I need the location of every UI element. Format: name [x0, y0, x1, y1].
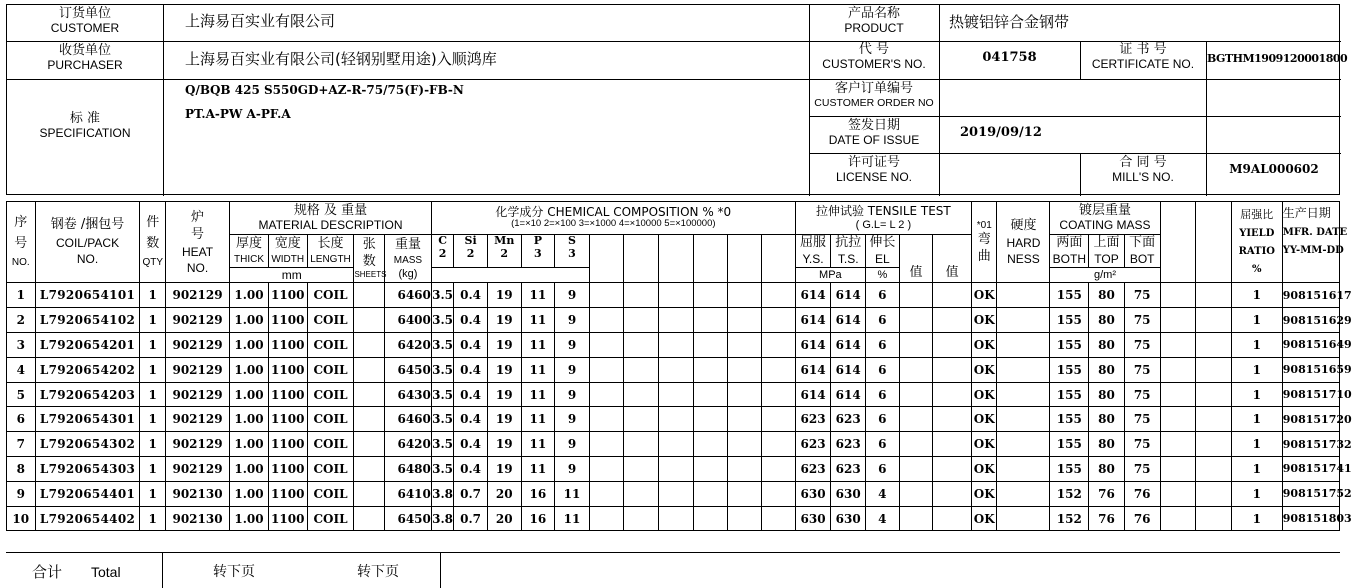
cell-thick: 1.00 — [230, 333, 269, 358]
cell-qty: 1 — [140, 382, 165, 407]
cell-ratio: 1 — [1231, 357, 1282, 382]
cell-c: 3.5 — [431, 333, 453, 358]
cell-ys: 614 — [795, 283, 831, 308]
cell-bot: 75 — [1124, 333, 1160, 358]
cell-qty: 1 — [140, 333, 165, 358]
cell-both: 155 — [1050, 357, 1089, 382]
cell-s: 9 — [555, 407, 590, 432]
cell-mass: 6400 — [385, 308, 432, 333]
cell-qty: 1 — [140, 283, 165, 308]
cell-width: 1100 — [268, 382, 307, 407]
cell-heat: 902129 — [165, 457, 229, 482]
col-coil: 钢卷 /捆包号 COIL/PACK NO. — [35, 202, 140, 283]
cell-mfr: 908151710 — [1282, 382, 1339, 407]
cell-mfr: 908151649 — [1282, 333, 1339, 358]
cell-s: 9 — [555, 382, 590, 407]
cell-s: 9 — [555, 457, 590, 482]
cell-el: 6 — [866, 407, 900, 432]
customer-order-label: 客户订单编号 CUSTOMER ORDER NO — [814, 81, 934, 109]
cell-c: 3.5 — [431, 382, 453, 407]
col-hardness: 硬度 HARD NESS — [997, 202, 1050, 283]
cell-heat: 902130 — [165, 506, 229, 531]
cell-heat: 902129 — [165, 357, 229, 382]
cell-p: 11 — [521, 382, 555, 407]
col-heat: 炉 号 HEAT NO. — [165, 202, 229, 283]
cell-length: COIL — [307, 382, 354, 407]
cell-mass: 6410 — [385, 481, 432, 506]
cell-no: 6 — [7, 407, 36, 432]
cell-mass: 6450 — [385, 357, 432, 382]
cell-top: 80 — [1089, 357, 1125, 382]
cell-qty: 1 — [140, 357, 165, 382]
cell-ratio: 1 — [1231, 481, 1282, 506]
cell-heat: 902129 — [165, 432, 229, 457]
cell-width: 1100 — [268, 481, 307, 506]
cell-coil: L7920654301 — [35, 407, 140, 432]
cell-coil: L7920654303 — [35, 457, 140, 482]
purchaser-label: 收货单位 PURCHASER — [47, 43, 123, 72]
cell-no: 1 — [7, 283, 36, 308]
cell-bend: OK — [972, 432, 997, 457]
cell-qty: 1 — [140, 407, 165, 432]
header-row-2: 厚度 THICK 宽度 WIDTH 长度 LENGTH 张 数 SHEETS 重量 MASS (kg) C 2 Si 2 Mn 2 P 3 S 3 屈服 Y.S. 抗拉 T.S. 伸长 EL 值 值 两面 BOTH 上面 TOP 下面 BOT — [7, 235, 1340, 268]
cell-mass: 6420 — [385, 333, 432, 358]
cell-si: 0.4 — [454, 432, 488, 457]
cell-ys: 630 — [795, 481, 831, 506]
cell-p: 11 — [521, 457, 555, 482]
cell-thick: 1.00 — [230, 357, 269, 382]
cell-ts: 623 — [831, 407, 866, 432]
cell-mass: 6480 — [385, 457, 432, 482]
cell-both: 155 — [1050, 333, 1089, 358]
cell-both: 155 — [1050, 432, 1089, 457]
cell-c: 3.5 — [431, 283, 453, 308]
customer-value: 上海易百实业有限公司 — [185, 12, 336, 30]
cell-thick: 1.00 — [230, 481, 269, 506]
cell-ys: 623 — [795, 407, 831, 432]
cell-s: 9 — [555, 357, 590, 382]
cell-si: 0.4 — [454, 308, 488, 333]
cell-no: 8 — [7, 457, 36, 482]
cell-no: 9 — [7, 481, 36, 506]
cell-no: 4 — [7, 357, 36, 382]
cell-p: 11 — [521, 407, 555, 432]
cell-length: COIL — [307, 407, 354, 432]
cell-mn: 19 — [487, 382, 521, 407]
cell-length: COIL — [307, 357, 354, 382]
cell-p: 11 — [521, 357, 555, 382]
cell-top: 76 — [1089, 506, 1125, 531]
cell-both: 155 — [1050, 382, 1089, 407]
cell-el: 6 — [866, 333, 900, 358]
cell-coil: L7920654101 — [35, 283, 140, 308]
cell-bot: 76 — [1124, 481, 1160, 506]
table-row — [7, 308, 1340, 333]
cell-ts: 614 — [831, 308, 866, 333]
cell-top: 80 — [1089, 382, 1125, 407]
cell-bend: OK — [972, 382, 997, 407]
cell-top: 80 — [1089, 308, 1125, 333]
cell-mn: 19 — [487, 283, 521, 308]
cell-qty: 1 — [140, 308, 165, 333]
cell-no: 2 — [7, 308, 36, 333]
cell-ratio: 1 — [1231, 333, 1282, 358]
cell-top: 80 — [1089, 283, 1125, 308]
mill-no-label: 合 同 号 MILL'S NO. — [1112, 155, 1174, 184]
cell-ts: 614 — [831, 283, 866, 308]
cell-width: 1100 — [268, 333, 307, 358]
cell-no: 5 — [7, 382, 36, 407]
cell-width: 1100 — [268, 283, 307, 308]
cell-heat: 902129 — [165, 333, 229, 358]
cell-mn: 19 — [487, 308, 521, 333]
cell-width: 1100 — [268, 457, 307, 482]
cell-qty: 1 — [140, 481, 165, 506]
cell-ys: 614 — [795, 308, 831, 333]
table-row — [7, 407, 1340, 432]
cell-p: 16 — [521, 506, 555, 531]
cell-top: 80 — [1089, 432, 1125, 457]
cell-bend: OK — [972, 308, 997, 333]
cell-bot: 75 — [1124, 457, 1160, 482]
product-value: 热镀铝锌合金钢带 — [949, 13, 1070, 31]
total-label-en: Total — [91, 564, 121, 580]
cell-ts: 623 — [831, 457, 866, 482]
cell-thick: 1.00 — [230, 382, 269, 407]
mill-no-value: M9AL000602 — [1229, 162, 1319, 176]
cell-ratio: 1 — [1231, 308, 1282, 333]
table-row — [7, 481, 1340, 506]
cell-coil: L7920654202 — [35, 357, 140, 382]
cell-thick: 1.00 — [230, 407, 269, 432]
cell-si: 0.4 — [454, 382, 488, 407]
cell-top: 76 — [1089, 481, 1125, 506]
table-row — [7, 382, 1340, 407]
cell-ts: 614 — [831, 382, 866, 407]
cell-length: COIL — [307, 481, 354, 506]
cell-ts: 630 — [831, 506, 866, 531]
cell-both: 155 — [1050, 283, 1089, 308]
cell-c: 3.5 — [431, 407, 453, 432]
cell-thick: 1.00 — [230, 457, 269, 482]
cell-mass: 6420 — [385, 432, 432, 457]
cell-p: 11 — [521, 283, 555, 308]
cell-coil: L7920654203 — [35, 382, 140, 407]
cell-si: 0.4 — [454, 283, 488, 308]
cell-mfr: 908151752 — [1282, 481, 1339, 506]
col-tensile: 拉伸试验 TENSILE TEST ( G.L= L 2 ) — [795, 202, 971, 235]
cell-heat: 902129 — [165, 308, 229, 333]
cell-bend: OK — [972, 506, 997, 531]
cell-s: 9 — [555, 432, 590, 457]
cell-mn: 19 — [487, 432, 521, 457]
carry-over-1: 转下页 — [213, 564, 255, 580]
cell-si: 0.4 — [454, 457, 488, 482]
cell-mfr: 908151629 — [1282, 308, 1339, 333]
cell-bend: OK — [972, 481, 997, 506]
total-label-cn: 合计 — [32, 563, 63, 581]
cell-bot: 75 — [1124, 407, 1160, 432]
cell-mfr: 908151659 — [1282, 357, 1339, 382]
cell-mass: 6460 — [385, 283, 432, 308]
cell-el: 6 — [866, 308, 900, 333]
cell-thick: 1.00 — [230, 308, 269, 333]
cell-c: 3.5 — [431, 457, 453, 482]
cell-ratio: 1 — [1231, 506, 1282, 531]
cell-mass: 6460 — [385, 407, 432, 432]
cell-c: 3.8 — [431, 481, 453, 506]
table-row — [7, 506, 1340, 531]
col-mfr-date: 生产日期 MFR. DATE YY-MM-DD — [1282, 202, 1339, 283]
cell-el: 4 — [866, 506, 900, 531]
cell-width: 1100 — [268, 506, 307, 531]
cell-both: 152 — [1050, 481, 1089, 506]
cell-mfr: 908151720 — [1282, 407, 1339, 432]
cell-si: 0.4 — [454, 333, 488, 358]
cell-ys: 614 — [795, 382, 831, 407]
cell-thick: 1.00 — [230, 506, 269, 531]
cell-ratio: 1 — [1231, 283, 1282, 308]
cell-el: 6 — [866, 283, 900, 308]
cell-el: 4 — [866, 481, 900, 506]
cell-bot: 75 — [1124, 357, 1160, 382]
cell-bot: 75 — [1124, 432, 1160, 457]
customer-no-label: 代 号 CUSTOMER'S NO. — [822, 42, 926, 71]
header-row-1 — [7, 202, 1340, 235]
cell-ts: 614 — [831, 357, 866, 382]
cell-qty: 1 — [140, 506, 165, 531]
cell-coil: L7920654402 — [35, 506, 140, 531]
cell-mfr: 908151617 — [1282, 283, 1339, 308]
cell-top: 80 — [1089, 333, 1125, 358]
cell-coil: L7920654401 — [35, 481, 140, 506]
cell-ys: 630 — [795, 506, 831, 531]
cell-length: COIL — [307, 432, 354, 457]
cell-ys: 614 — [795, 333, 831, 358]
cell-el: 6 — [866, 382, 900, 407]
cell-mfr: 908151741 — [1282, 457, 1339, 482]
cell-p: 11 — [521, 308, 555, 333]
cell-mn: 19 — [487, 457, 521, 482]
col-qty: 件 数 QTY — [140, 202, 165, 283]
date-of-issue-value: 2019/09/12 — [960, 125, 1042, 140]
totals-row — [6, 552, 1340, 588]
cell-width: 1100 — [268, 308, 307, 333]
cell-ys: 623 — [795, 457, 831, 482]
certificate-label: 证 书 号 CERTIFICATE NO. — [1091, 42, 1195, 71]
cell-length: COIL — [307, 308, 354, 333]
cell-ts: 614 — [831, 333, 866, 358]
cell-p: 16 — [521, 481, 555, 506]
cell-ts: 623 — [831, 432, 866, 457]
certificate-value: BGTHM1909120001800 — [1207, 52, 1348, 65]
cell-bend: OK — [972, 333, 997, 358]
cell-s: 9 — [555, 283, 590, 308]
col-chemical: 化学成分 CHEMICAL COMPOSITION % *0 (1=×10 2=×100 3=×1000 4=×10000 5=×100000) — [431, 202, 795, 235]
cell-coil: L7920654302 — [35, 432, 140, 457]
cell-length: COIL — [307, 506, 354, 531]
table-row — [7, 457, 1340, 482]
cell-thick: 1.00 — [230, 283, 269, 308]
cell-thick: 1.00 — [230, 432, 269, 457]
cell-mn: 19 — [487, 357, 521, 382]
cell-width: 1100 — [268, 407, 307, 432]
cell-bend: OK — [972, 407, 997, 432]
cell-both: 155 — [1050, 308, 1089, 333]
cell-el: 6 — [866, 432, 900, 457]
cell-width: 1100 — [268, 432, 307, 457]
header-row-3: mm MPa % g/m² — [7, 268, 1340, 283]
col-bend: *01 弯 曲 — [972, 202, 997, 283]
cell-mfr: 908151732 — [1282, 432, 1339, 457]
col-yield-ratio: 屈强比 YIELD RATIO % — [1231, 202, 1282, 283]
cell-coil: L7920654102 — [35, 308, 140, 333]
cell-mfr: 908151803 — [1282, 506, 1339, 531]
cell-length: COIL — [307, 283, 354, 308]
cell-both: 155 — [1050, 457, 1089, 482]
table-row — [7, 283, 1340, 308]
cell-s: 9 — [555, 308, 590, 333]
cell-ys: 623 — [795, 432, 831, 457]
cell-mass: 6450 — [385, 506, 432, 531]
cell-ys: 614 — [795, 357, 831, 382]
cell-ratio: 1 — [1231, 432, 1282, 457]
table-row — [7, 357, 1340, 382]
product-label: 产品名称 PRODUCT — [844, 6, 904, 35]
cell-no: 10 — [7, 506, 36, 531]
specification-line-2: PT.A-PW A-PF.A — [185, 107, 291, 121]
cell-bend: OK — [972, 357, 997, 382]
cell-p: 11 — [521, 432, 555, 457]
cell-p: 11 — [521, 333, 555, 358]
cell-c: 3.5 — [431, 432, 453, 457]
cell-no: 7 — [7, 432, 36, 457]
cell-mn: 20 — [487, 481, 521, 506]
col-seq: 序 号 NO. — [7, 202, 36, 283]
cell-both: 155 — [1050, 407, 1089, 432]
cell-s: 9 — [555, 333, 590, 358]
specification-line-1: Q/BQB 425 S550GD+AZ-R-75/75(F)-FB-N — [185, 83, 464, 97]
cell-ratio: 1 — [1231, 382, 1282, 407]
cell-c: 3.8 — [431, 506, 453, 531]
cell-si: 0.4 — [454, 407, 488, 432]
purchaser-value: 上海易百实业有限公司(轻钢别墅用途)入顺鸿库 — [185, 50, 497, 68]
col-material: 规格 及 重量 MATERIAL DESCRIPTION — [230, 202, 432, 235]
cell-ratio: 1 — [1231, 457, 1282, 482]
cell-bend: OK — [972, 457, 997, 482]
carry-over-2: 转下页 — [357, 564, 399, 580]
cell-qty: 1 — [140, 432, 165, 457]
cell-heat: 902129 — [165, 382, 229, 407]
cell-c: 3.5 — [431, 357, 453, 382]
cell-mass: 6430 — [385, 382, 432, 407]
specification-label: 标 准 SPECIFICATION — [39, 111, 131, 140]
cell-c: 3.5 — [431, 308, 453, 333]
table-row — [7, 333, 1340, 358]
cell-s: 11 — [555, 481, 590, 506]
cell-width: 1100 — [268, 357, 307, 382]
cell-si: 0.7 — [454, 506, 488, 531]
cell-si: 0.4 — [454, 357, 488, 382]
certificate-header — [6, 4, 1348, 195]
cell-both: 152 — [1050, 506, 1089, 531]
cell-heat: 902129 — [165, 407, 229, 432]
cell-bot: 75 — [1124, 308, 1160, 333]
cell-top: 80 — [1089, 407, 1125, 432]
cell-s: 11 — [555, 506, 590, 531]
cell-coil: L7920654201 — [35, 333, 140, 358]
cell-qty: 1 — [140, 457, 165, 482]
cell-mn: 20 — [487, 506, 521, 531]
cell-bot: 75 — [1124, 283, 1160, 308]
date-of-issue-label: 签发日期 DATE OF ISSUE — [828, 118, 920, 147]
cell-heat: 902129 — [165, 283, 229, 308]
cell-bot: 76 — [1124, 506, 1160, 531]
cell-el: 6 — [866, 357, 900, 382]
cell-heat: 902130 — [165, 481, 229, 506]
cell-bot: 75 — [1124, 382, 1160, 407]
cell-length: COIL — [307, 333, 354, 358]
cell-el: 6 — [866, 457, 900, 482]
license-label: 许可证号 LICENSE NO. — [835, 155, 913, 184]
cell-mn: 19 — [487, 333, 521, 358]
cell-ratio: 1 — [1231, 407, 1282, 432]
cell-ts: 630 — [831, 481, 866, 506]
cell-no: 3 — [7, 333, 36, 358]
table-row — [7, 432, 1340, 457]
cell-length: COIL — [307, 457, 354, 482]
customer-no-value: 041758 — [982, 50, 1037, 65]
inspection-table — [6, 201, 1352, 531]
cell-si: 0.7 — [454, 481, 488, 506]
cell-top: 80 — [1089, 457, 1125, 482]
cell-mn: 19 — [487, 407, 521, 432]
cell-bend: OK — [972, 283, 997, 308]
col-coating: 镀层重量 COATING MASS — [1050, 202, 1160, 235]
customer-label: 订货单位 CUSTOMER — [50, 6, 120, 35]
